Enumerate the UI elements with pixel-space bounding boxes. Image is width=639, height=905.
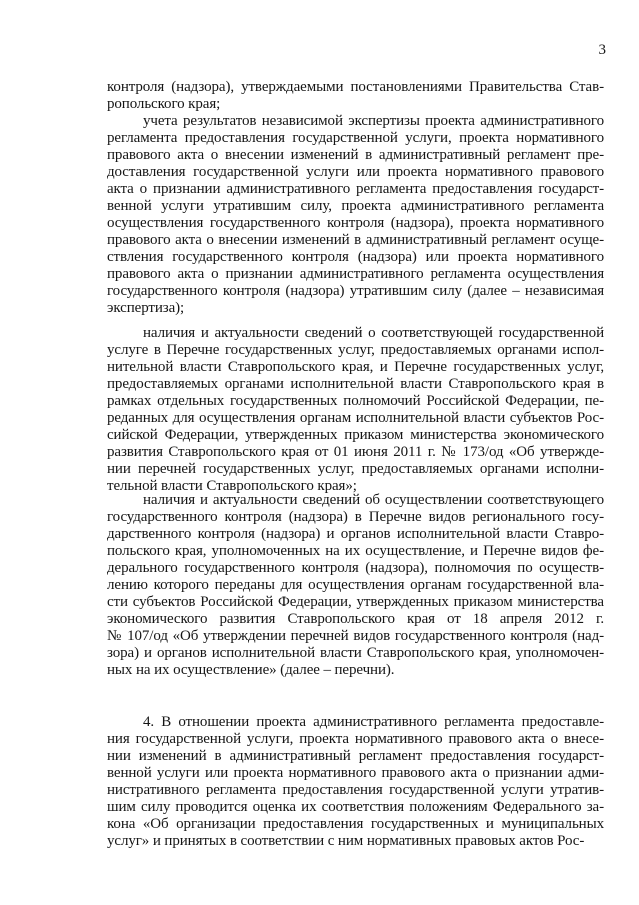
text-line: развития Ставропольского края от 01 июня 2011 г. № 173/од «Об утвержде- — [107, 444, 604, 460]
text-line: осуществления государственного контроля (надзора), проекта нормативного — [107, 215, 604, 231]
text-line: рамках отдельных государственных полномочий Российской Федерации, пе- — [107, 393, 604, 409]
text-line: дарственного контроля (надзора) и органов исполнительной власти Ставро- — [107, 526, 604, 542]
text-line: нительной власти Ставропольского края, и Перечне государственных услуг, — [107, 359, 604, 375]
paragraph — [107, 714, 604, 850]
text-line: ных на их осуществление» (далее – перечни). — [107, 662, 395, 678]
text-line: тельной власти Ставропольского края»; — [107, 478, 357, 494]
text-line: нистративного регламента предоставления государственной услуги утратив- — [107, 782, 604, 798]
text-line: 4. В отношении проекта административного регламента предоставле- — [143, 714, 604, 730]
page-number: 3 — [598, 42, 606, 58]
text-line: предоставляемых органами исполнительной власти Ставропольского края в — [107, 376, 604, 392]
text-line: государственного контроля (надзора) в Перечне видов регионального госу- — [107, 509, 604, 525]
text-line: лению которого переданы для осуществления органам государственной вла- — [107, 577, 604, 593]
text-line: нии перечней государственных услуг, предоставляемых органами исполни- — [107, 461, 604, 477]
text-line: кона «Об организации предоставления государственных и муниципальных — [107, 816, 604, 832]
text-line: ропольского края; — [107, 96, 221, 112]
text-line: шим силу проводится оценка их соответствия положениям Федерального за- — [107, 799, 604, 815]
text-line: правового акта о внесении изменений в административный регламент осуще- — [107, 232, 604, 248]
text-line: правового акта о признании административного регламента осуществления — [107, 266, 604, 282]
paragraph — [107, 113, 604, 317]
text-line: государственного контроля (надзора) утратившим силу (далее – независимая — [107, 283, 604, 299]
text-line: наличия и актуальности сведений о соответствующей государственной — [143, 325, 604, 341]
text-line: нии изменений в административный регламент предоставления государст- — [107, 748, 604, 764]
text-line: венной услуги или проекта нормативного правового акта о признании адми- — [107, 765, 604, 781]
text-line: дерального государственного контроля (надзора), полномочия по осуществ- — [107, 560, 604, 576]
text-line: ствления государственного контроля (надзора) или проекта нормативного — [107, 249, 604, 265]
text-line: экономического развития Ставропольского края от 18 апреля 2012 г. — [107, 611, 604, 627]
text-line: польского края, уполномоченных на их осуществление, и Перечне видов фе- — [107, 543, 604, 559]
text-line: экспертиза); — [107, 300, 185, 316]
text-line: ния государственной услуги, проекта нормативного правового акта о внесе- — [107, 731, 604, 747]
text-line: зора) и органов исполнительной власти Ставропольского края, уполномочен- — [107, 645, 604, 661]
paragraph — [107, 325, 604, 495]
paragraph — [107, 79, 604, 113]
text-line: реданных для осуществления органам исполнительной власти субъектов Рос- — [107, 410, 604, 426]
text-line: услуге в Перечне государственных услуг, предоставляемых органами испол- — [107, 342, 604, 358]
text-line: доставления государственной услуги или проекта нормативного правового — [107, 164, 604, 180]
text-line: правового акта о внесении изменений в административный регламент пре- — [107, 147, 604, 163]
text-line: учета результатов независимой экспертизы проекта административного — [143, 113, 604, 129]
text-line: сийской Федерации, утвержденных приказом министерства экономического — [107, 427, 604, 443]
text-line: контроля (надзора), утверждаемыми постановлениями Правительства Став- — [107, 79, 604, 95]
text-line: акта о признании административного регламента предоставления государст- — [107, 181, 604, 197]
paragraph — [107, 492, 604, 679]
text-line: регламента предоставления государственной услуги, проекта нормативного — [107, 130, 604, 146]
text-line: услуг» и принятых в соответствии с ним нормативных правовых актов Рос- — [107, 833, 585, 849]
text-line: венной услуги утратившим силу, проекта административного регламента — [107, 198, 604, 214]
text-line: наличия и актуальности сведений об осуществлении соответствующего — [143, 492, 604, 508]
text-line: № 107/од «Об утверждении перечней видов государственного контроля (над- — [107, 628, 604, 644]
text-line: сти субъектов Российской Федерации, утвержденных приказом министерства — [107, 594, 604, 610]
